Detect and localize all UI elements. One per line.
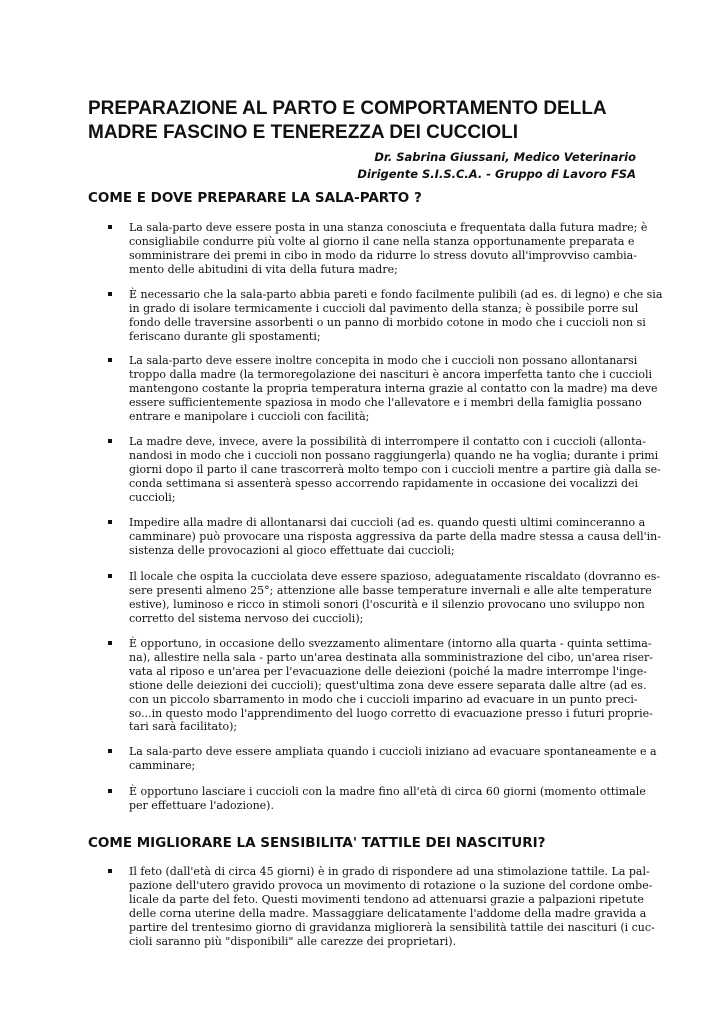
paragraph-line: È opportuno, in occasione dello svezzamento alimentare (intorno alla quarta - quinta settima- <box>129 637 652 650</box>
paragraph-line: mento delle abitudini di vita della futura madre; <box>129 262 398 276</box>
bullet-icon <box>108 574 112 578</box>
paragraph-line: Il feto (dall'età di circa 45 giorni) è in grado di rispondere ad una stimolazione tattile. La pal- <box>129 865 650 878</box>
paragraph-line: nandosi in modo che i cuccioli non possano raggiungerla) quando ne ha voglia; durante i primi <box>129 448 659 462</box>
paragraph-line: La sala-parto deve essere posta in una stanza conosciuta e frequentata dalla futura madre; è <box>129 221 648 234</box>
paragraph-line: essere sufficientemente spaziosa in modo che l'allevatore e i membri della famiglia possano <box>129 395 642 409</box>
paragraph-line: so...in questo modo l'apprendimento del luogo corretto di evacuazione presso i futuri proprie- <box>129 706 653 720</box>
bullet-icon <box>108 869 112 873</box>
paragraph-line: tari sarà facilitato); <box>129 720 238 734</box>
paragraph-line: delle corna uterine della madre. Massaggiare delicatamente l'addome della madre gravida a <box>129 906 647 920</box>
paragraph-line: corretto del sistema nervoso dei cuccioli); <box>129 611 364 625</box>
paragraph-line: estive), luminoso e ricco in stimoli sonori (l'oscurità e il silenzio provocano uno sviluppo non <box>129 597 645 611</box>
paragraph-line: somministrare dei premi in cibo in modo da ridurre lo stress dovuto all'improvviso cambia- <box>129 248 637 262</box>
paragraph-line: consigliabile condurre più volte al giorno il cane nella stanza opportunamente preparata e <box>129 234 635 248</box>
paragraph-line: camminare) può provocare una risposta aggressiva da parte della madre stessa a causa dell'in- <box>129 529 661 543</box>
paragraph-line: Impedire alla madre di allontanarsi dai cuccioli (ad es. quando questi ultimi cominceranno a <box>129 516 646 529</box>
bullet-icon <box>108 641 112 645</box>
bullet-icon <box>108 292 112 296</box>
title-line-1: PREPARAZIONE AL PARTO E COMPORTAMENTO DELLA <box>88 98 607 119</box>
bullet-icon <box>108 439 112 443</box>
paragraph-line: con un piccolo sbarramento in modo che i cuccioli imparino ad evacuare in un punto preci- <box>129 692 638 706</box>
paragraph-line: na), allestire nella sala - parto un'area destinata alla somministrazione del cibo, un'area riser- <box>129 650 653 664</box>
paragraph-line: pazione dell'utero gravido provoca un movimento di rotazione o la suzione del cordone ombe- <box>129 878 653 892</box>
author-line-2: Dirigente S.I.S.C.A. - Gruppo di Lavoro FSA <box>357 167 636 181</box>
paragraph-line: giorni dopo il parto il cane trascorrerà molto tempo con i cuccioli mentre a partire già dalla se- <box>129 462 661 476</box>
bullet-icon <box>108 520 112 524</box>
paragraph-line: entrare e manipolare i cuccioli con facilità; <box>129 409 370 423</box>
paragraph-line: vata al riposo e un'area per l'evacuazione delle deiezioni (poiché la madre interrompe l'inge- <box>129 664 647 678</box>
paragraph-line: sere presenti almeno 25°; attenzione alle basse temperature invernali e alle alte temperature <box>129 583 652 597</box>
paragraph-line: cuccioli; <box>129 490 176 504</box>
paragraph-line: partire del trentesimo giorno di gravidanza migliorerà la sensibilità tattile dei nascituri (i cuc- <box>129 920 655 934</box>
paragraph-line: La sala-parto deve essere inoltre concepita in modo che i cuccioli non possano allontanarsi <box>129 354 638 367</box>
document-title <box>88 97 648 145</box>
bullet-icon <box>108 225 112 229</box>
paragraph-line: La madre deve, invece, avere la possibilità di interrompere il contatto con i cuccioli (allonta- <box>129 435 646 448</box>
section-heading-sensibilita-tattile: COME MIGLIORARE LA SENSIBILITA' TATTILE DEI NASCITURI? <box>88 835 546 851</box>
paragraph-line: fondo delle traversine assorbenti o un panno di morbido cotone in modo che i cuccioli non si <box>129 315 646 329</box>
paragraph-line: sistenza delle provocazioni al gioco effettuate dai cuccioli; <box>129 543 455 557</box>
paragraph-line: licale da parte del feto. Questi movimenti tendono ad attenuarsi grazie a palpazioni ripetute <box>129 892 644 906</box>
paragraph-line: troppo dalla madre (la termoregolazione dei nascituri è ancora imperfetta tanto che i cuccioli <box>129 367 653 381</box>
paragraph-line: per effettuare l'adozione). <box>129 798 274 812</box>
paragraph-line: mantengono costante la propria temperatura interna grazie al contatto con la madre) ma deve <box>129 381 658 395</box>
paragraph-line: camminare; <box>129 758 196 772</box>
paragraph-line: conda settimana si assenterà spesso accorrendo rapidamente in occasione dei vocalizzi dei <box>129 476 639 490</box>
title-line-2: MADRE FASCINO E TENEREZZA DEI CUCCIOLI <box>88 122 518 143</box>
bullet-icon <box>108 749 112 753</box>
paragraph-line: in grado di isolare termicamente i cuccioli dal pavimento della stanza; è possibile porre sul <box>129 301 639 315</box>
paragraph-line: È necessario che la sala-parto abbia pareti e fondo facilmente pulibili (ad es. di legno) e che sia <box>129 288 663 301</box>
paragraph-line: stione delle deiezioni dei cuccioli); quest'ultima zona deve essere separata dalle altre (ad es. <box>129 678 647 692</box>
paragraph-line: Il locale che ospita la cucciolata deve essere spazioso, adeguatamente riscaldato (dovranno es- <box>129 570 661 583</box>
author-line-1: Dr. Sabrina Giussani, Medico Veterinario <box>374 150 636 164</box>
paragraph-line: La sala-parto deve essere ampliata quando i cuccioli iniziano ad evacuare spontaneamente e a <box>129 745 657 758</box>
bullet-icon <box>108 789 112 793</box>
paragraph-line: cioli saranno più "disponibili" alle carezze dei proprietari). <box>129 934 457 948</box>
paragraph-line: È opportuno lasciare i cuccioli con la madre fino all'età di circa 60 giorni (momento ottimale <box>129 785 646 798</box>
section-heading-sala-parto: COME E DOVE PREPARARE LA SALA-PARTO ? <box>88 190 422 206</box>
author-block <box>357 149 636 183</box>
paragraph-line: feriscano durante gli spostamenti; <box>129 329 321 343</box>
bullet-icon <box>108 358 112 362</box>
